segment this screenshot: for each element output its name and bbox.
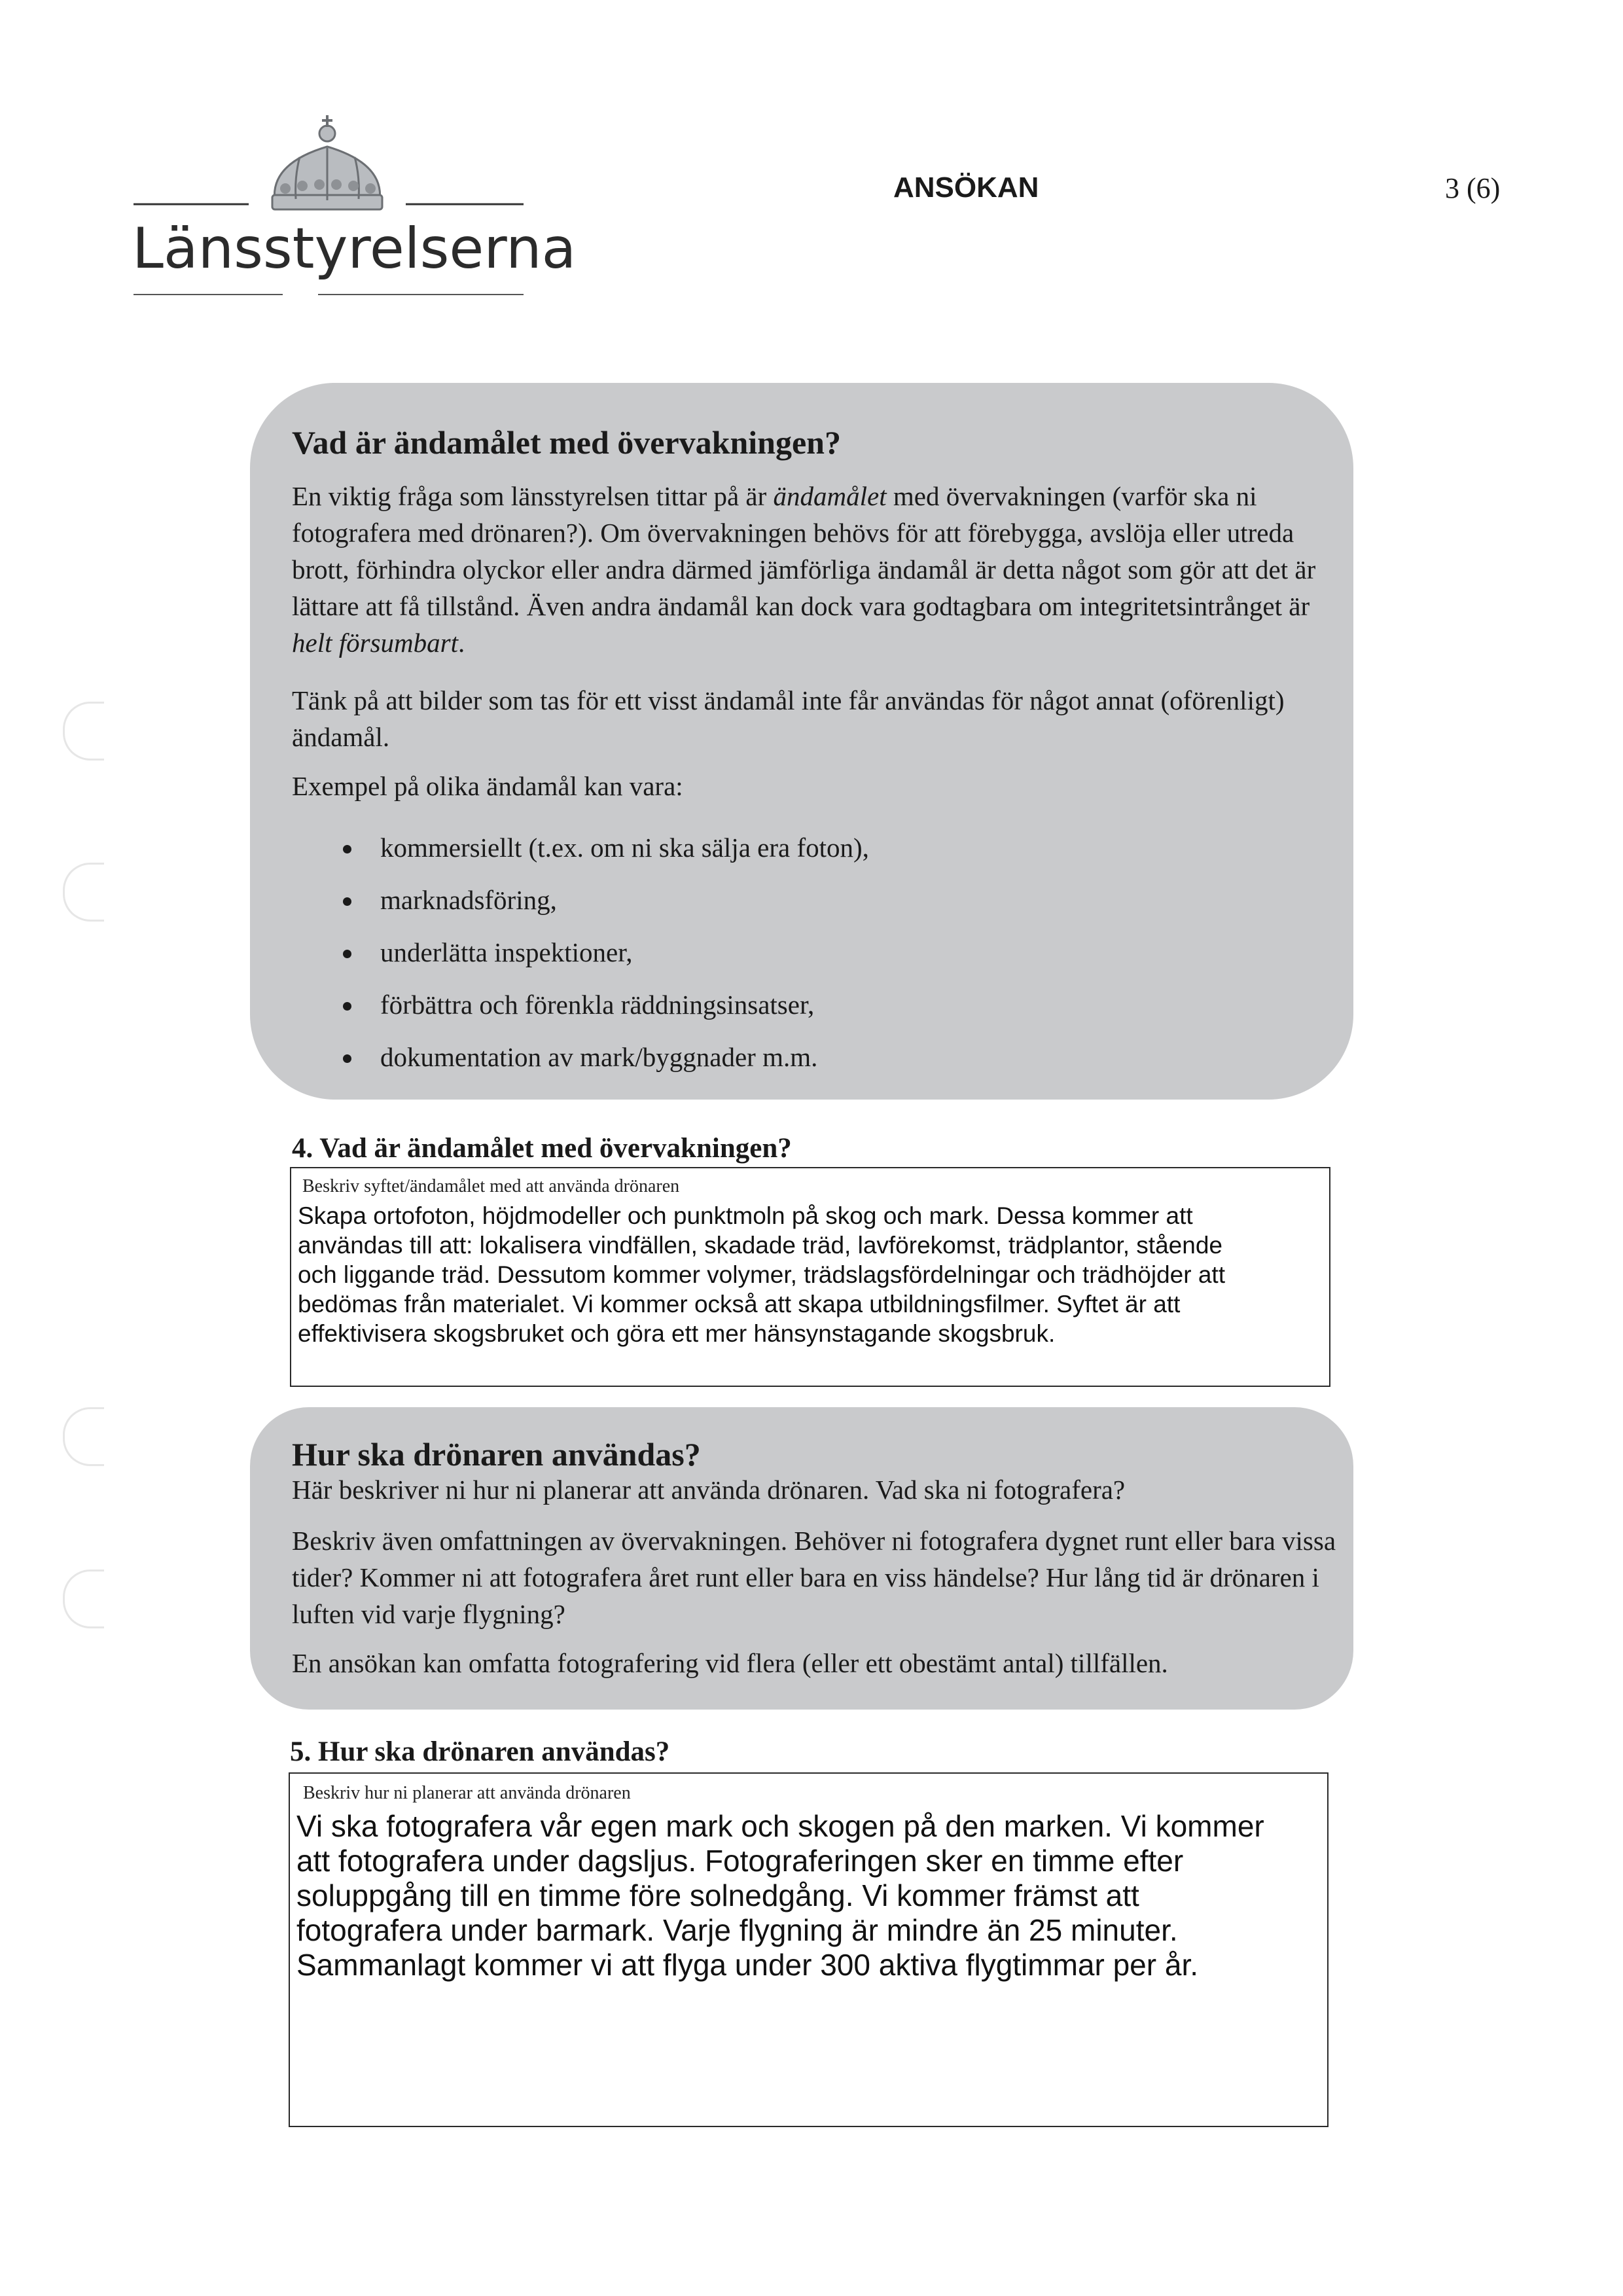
binder-hole — [63, 1407, 104, 1466]
info-paragraph: Exempel på olika ändamål kan vara: — [292, 771, 683, 801]
usage-answer-field[interactable] — [289, 1772, 1329, 2127]
answer-line: Skapa ortofoton, höjdmodeller och punktmoln på skog och mark. Dessa kommer att — [298, 1202, 1193, 1229]
answer-line: Sammanlagt kommer vi att flyga under 300 aktiva flygtimmar per år. — [296, 1948, 1199, 1982]
answer-text — [298, 1201, 1325, 1348]
answer-line: soluppgång till en timme före solnedgång. Vi kommer främst att — [296, 1878, 1139, 1912]
binder-hole — [63, 1570, 104, 1628]
emphasis: helt försumbart — [292, 628, 458, 658]
org-name: Länsstyrelserna — [132, 216, 577, 281]
info-paragraph: En ansökan kan omfatta fotografering vid flera (eller ett obestämt antal) tillfällen. — [292, 1648, 1168, 1678]
answer-line: bedömas från materialet. Vi kommer också att skapa utbildningsfilmer. Syftet är att — [298, 1291, 1181, 1318]
info-paragraph: En viktig fråga som länsstyrelsen tittar på är ändamålet med övervakningen (varför ska ni fotografera med drönaren?). Om övervakningen behövs för att förebygga, avslöja eller utreda brott, förhindra olyckor eller andra därmed jämförliga ändamål är detta något som gör att det är lättare att få tillstånd. Även andra ändamål kan dock vara godtagbara om integritetsintrånget är helt försumbart. — [292, 481, 1316, 658]
answer-text — [296, 1809, 1324, 1982]
answer-line: Vi ska fotografera vår egen mark och skogen på den marken. Vi kommer — [296, 1809, 1264, 1843]
info-heading: Hur ska drönaren användas? — [292, 1436, 701, 1473]
info-box-purpose — [250, 383, 1353, 1100]
answer-line: effektivisera skogsbruket och göra ett mer hänsynstagande skogsbruk. — [298, 1320, 1056, 1347]
info-paragraph: Här beskriver ni hur ni planerar att använda drönaren. Vad ska ni fotografera? — [292, 1475, 1126, 1505]
list-item: förbättra och förenkla räddningsinsatser, — [292, 978, 1313, 1031]
list-item: dokumentation av mark/byggnader m.m. — [292, 1031, 1313, 1083]
question-4-title: 4. Vad är ändamålet med övervakningen? — [292, 1133, 792, 1164]
answer-line: användas till att: lokalisera vindfällen, skadade träd, lavförekomst, trädplantor, stående — [298, 1232, 1222, 1259]
page-number: 3 (6) — [1445, 172, 1501, 204]
info-paragraph: Beskriv även omfattningen av övervakningen. Behöver ni fotografera dygnet runt eller bara vissa tider? Kommer ni att fotografera året runt eller bara en viss händelse? Hur lång tid är drönaren i luften vid varje flygning? — [292, 1526, 1336, 1629]
answer-line: och liggande träd. Dessutom kommer volymer, trädslagsfördelningar och trädhöjder att — [298, 1261, 1225, 1288]
field-label: Beskriv hur ni planerar att använda drönaren — [303, 1783, 631, 1803]
emphasis: ändamålet — [773, 481, 887, 511]
list-item: marknadsföring, — [292, 874, 1313, 926]
question-5-title: 5. Hur ska drönaren användas? — [290, 1736, 670, 1767]
list-item: kommersiellt (t.ex. om ni ska sälja era foton), — [292, 821, 1313, 874]
info-heading: Vad är ändamålet med övervakningen? — [292, 424, 841, 461]
list-item: underlätta inspektioner, — [292, 926, 1313, 978]
examples-list — [292, 821, 1313, 1083]
binder-hole — [63, 863, 104, 922]
purpose-answer-field[interactable] — [290, 1167, 1330, 1387]
field-label: Beskriv syftet/ändamålet med att använda drönaren — [302, 1176, 680, 1196]
info-box-usage — [250, 1407, 1353, 1710]
info-paragraph: Tänk på att bilder som tas för ett visst ändamål inte får användas för något annat (oförenligt) ändamål. — [292, 685, 1285, 752]
binder-hole — [63, 702, 104, 761]
document-type: ANSÖKAN — [893, 171, 1039, 204]
answer-line: fotografera under barmark. Varje flygning är mindre än 25 minuter. — [296, 1913, 1178, 1947]
answer-line: att fotografera under dagsljus. Fotograferingen sker en timme efter — [296, 1844, 1184, 1878]
